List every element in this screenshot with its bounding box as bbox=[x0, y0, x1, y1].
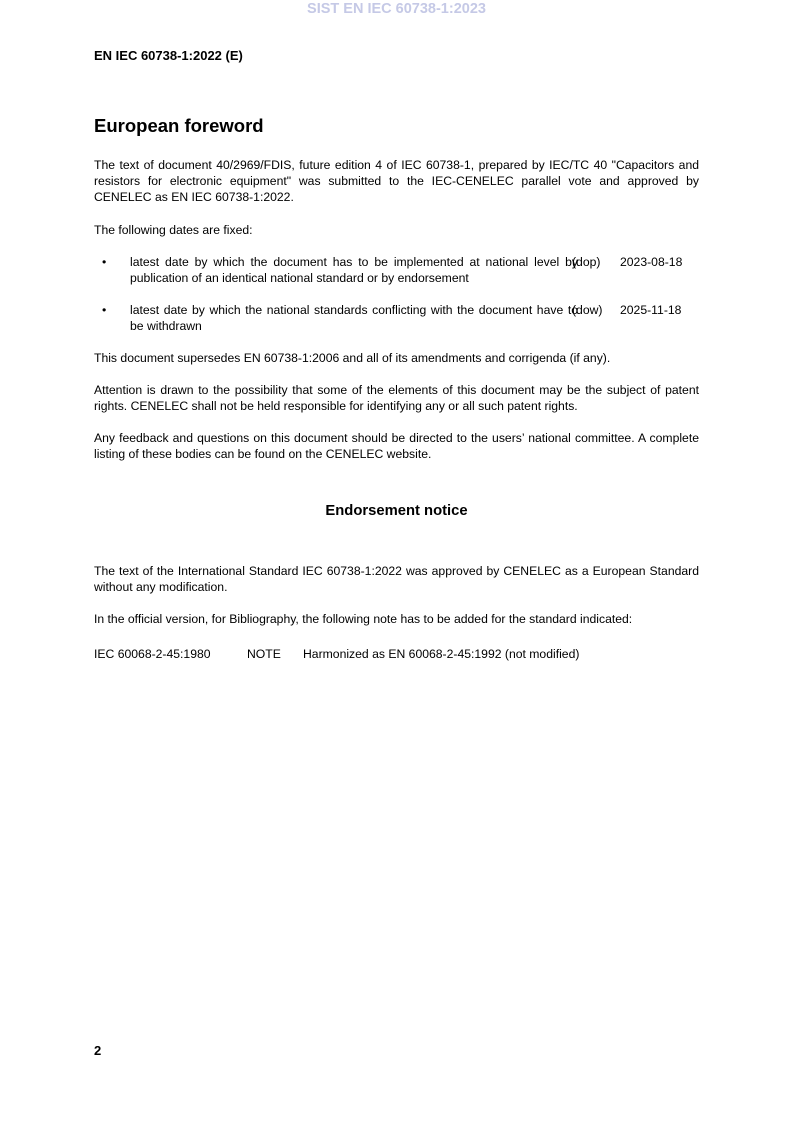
endorsement-approval: The text of the International Standard IEC 60738-1:2022 was approved by CENELEC as a European Standard without any modification. bbox=[94, 564, 699, 594]
date-item-dow bbox=[94, 302, 699, 336]
foreword-intro: The text of document 40/2969/FDIS, future edition 4 of IEC 60738-1, prepared by IEC/TC 40 "Capacitors and resistors for electronic equipment" was submitted to the IEC-CENELEC parallel vote and approved by CENELEC as EN IEC 60738-1:2022. bbox=[94, 158, 699, 204]
page-number: 2 bbox=[94, 1043, 102, 1058]
endorsement-title: Endorsement notice bbox=[325, 503, 468, 519]
date-item-text: latest date by which the document has to be implemented at national level by publication of an identical national standard or by endorsement bbox=[130, 255, 578, 285]
date-item-code: (dop) bbox=[572, 255, 601, 269]
bibliography-note-intro: In the official version, for Bibliography, the following note has to be added for the standard indicated: bbox=[94, 612, 633, 626]
note-label: NOTE bbox=[247, 647, 281, 661]
foreword-title: European foreword bbox=[94, 115, 264, 136]
date-item-code: (dow) bbox=[572, 303, 603, 317]
date-item-date: 2023-08-18 bbox=[620, 255, 683, 269]
feedback-paragraph: Any feedback and questions on this document should be directed to the users’ national committee. A complete listing of these bodies can be found on the CENELEC website. bbox=[94, 431, 699, 461]
date-item-dop bbox=[94, 254, 699, 288]
supersedes-paragraph: This document supersedes EN 60738-1:2006 and all of its amendments and corrigenda (if any). bbox=[94, 351, 611, 365]
watermark: SIST EN IEC 60738-1:2023 bbox=[307, 1, 486, 17]
note-standard: IEC 60068-2-45:1980 bbox=[94, 647, 211, 661]
document-id: EN IEC 60738-1:2022 (E) bbox=[94, 48, 243, 63]
note-text: Harmonized as EN 60068-2-45:1992 (not modified) bbox=[303, 647, 580, 661]
dates-intro: The following dates are fixed: bbox=[94, 223, 253, 237]
patent-attention-paragraph: Attention is drawn to the possibility that some of the elements of this document may be the subject of patent rights. CENELEC shall not be held responsible for identifying any or all such patent rights. bbox=[94, 383, 699, 413]
date-item-date: 2025-11-18 bbox=[620, 303, 682, 317]
bullet-marker: • bbox=[102, 255, 107, 269]
date-item-text: latest date by which the national standards conflicting with the document have to be withdrawn bbox=[130, 303, 578, 333]
bullet-marker: • bbox=[102, 303, 107, 317]
